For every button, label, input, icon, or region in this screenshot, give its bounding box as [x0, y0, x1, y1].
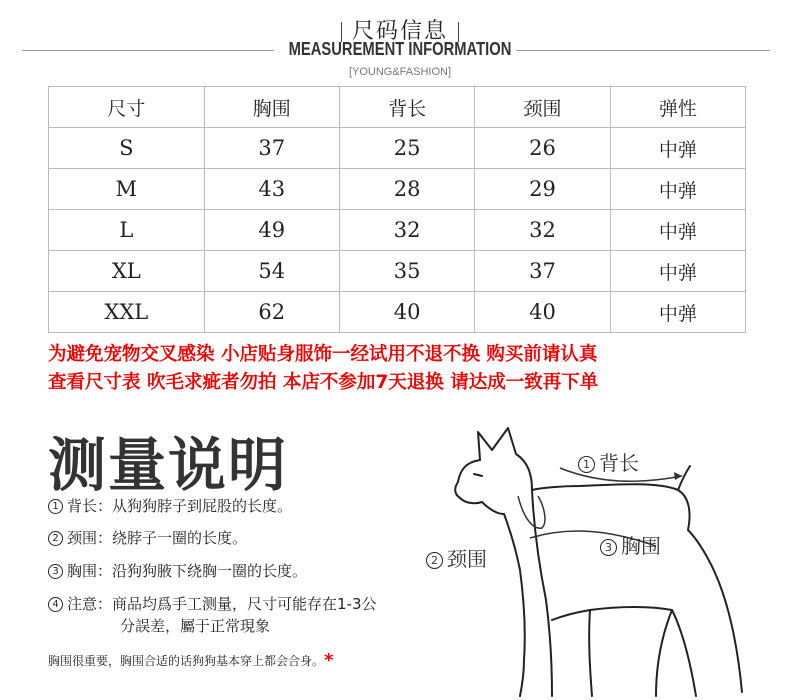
section-tag: [YOUNG&FASHION]	[348, 66, 452, 78]
circled-number: 2	[48, 531, 63, 546]
col-header-neck: 颈围	[475, 87, 610, 128]
cell-back: 28	[339, 169, 474, 210]
measure-item-neck	[48, 526, 247, 550]
cell-elastic: 中弹	[610, 210, 745, 251]
measure-item-text: 背长：从狗狗脖子到屁股的长度。	[67, 497, 293, 515]
cell-chest: 49	[204, 210, 339, 251]
circled-number: 1	[578, 456, 595, 473]
cell-neck: 26	[475, 128, 610, 169]
col-header-elastic: 弹性	[610, 87, 745, 128]
cell-neck: 37	[475, 251, 610, 292]
cell-neck: 40	[475, 292, 610, 333]
measure-item-text: 胸围：沿狗狗腋下绕胸一圈的长度。	[67, 562, 308, 580]
circled-number: 4	[48, 597, 63, 612]
measure-title: 测量说明	[48, 431, 289, 499]
footnote	[48, 650, 333, 671]
table-row	[49, 292, 746, 333]
cell-elastic: 中弹	[610, 128, 745, 169]
footnote-text: 胸围很重要，胸围合适的话狗狗基本穿上都会合身。	[48, 654, 325, 668]
circled-number: 3	[600, 539, 617, 556]
cell-size: XXL	[49, 292, 205, 333]
dog-label-text: 胸围	[621, 534, 661, 558]
cell-chest: 37	[204, 128, 339, 169]
cell-neck: 32	[475, 210, 610, 251]
cell-size: L	[49, 210, 205, 251]
cell-chest: 43	[204, 169, 339, 210]
title-text: 尺码信息	[351, 19, 448, 44]
cell-neck: 29	[475, 169, 610, 210]
cell-size: XL	[49, 251, 205, 292]
measure-item-text: 注意：商品均爲手工测量，尺寸可能存在1-3公	[67, 595, 377, 613]
cell-elastic: 中弹	[610, 251, 745, 292]
circled-number: 3	[48, 564, 63, 579]
dog-label-back	[578, 447, 639, 476]
table-row	[49, 210, 746, 251]
measure-item-text: 颈围：绕脖子一圈的长度。	[67, 529, 248, 547]
cell-back: 32	[339, 210, 474, 251]
col-header-size: 尺寸	[49, 87, 205, 128]
measure-item-chest	[48, 559, 307, 583]
measure-item-back	[48, 494, 292, 518]
table-row	[49, 251, 746, 292]
cell-chest: 54	[204, 251, 339, 292]
circled-number: 1	[48, 499, 63, 514]
measure-item-note	[48, 592, 377, 616]
cell-back: 35	[339, 251, 474, 292]
circled-number: 2	[426, 552, 443, 569]
section-subtitle: MEASUREMENT INFORMATION	[288, 39, 512, 59]
measure-item-note-cont: 分誤差，屬于正常現象	[120, 617, 271, 635]
table-header-row	[49, 87, 746, 128]
dog-label-text: 背长	[599, 451, 639, 475]
cell-chest: 62	[204, 292, 339, 333]
star-icon: *	[324, 650, 334, 671]
col-header-chest: 胸围	[204, 87, 339, 128]
cell-size: S	[49, 128, 205, 169]
cell-elastic: 中弹	[610, 292, 745, 333]
notice-line-1: 为避免宠物交叉感染 小店贴身服饰一经试用不退不换 购买前请认真	[48, 344, 598, 365]
cell-back: 25	[339, 128, 474, 169]
col-header-back: 背长	[339, 87, 474, 128]
notice-line-2: 查看尺寸表 吹毛求疵者勿拍 本店不参加7天退换 请达成一致再下单	[48, 372, 599, 393]
cell-elastic: 中弹	[610, 169, 745, 210]
dog-label-chest	[600, 530, 661, 559]
dog-label-text: 颈围	[447, 547, 487, 571]
dog-label-neck	[426, 543, 487, 572]
cell-back: 40	[339, 292, 474, 333]
cell-size: M	[49, 169, 205, 210]
table-row	[49, 128, 746, 169]
size-table	[48, 86, 746, 333]
table-row	[49, 169, 746, 210]
